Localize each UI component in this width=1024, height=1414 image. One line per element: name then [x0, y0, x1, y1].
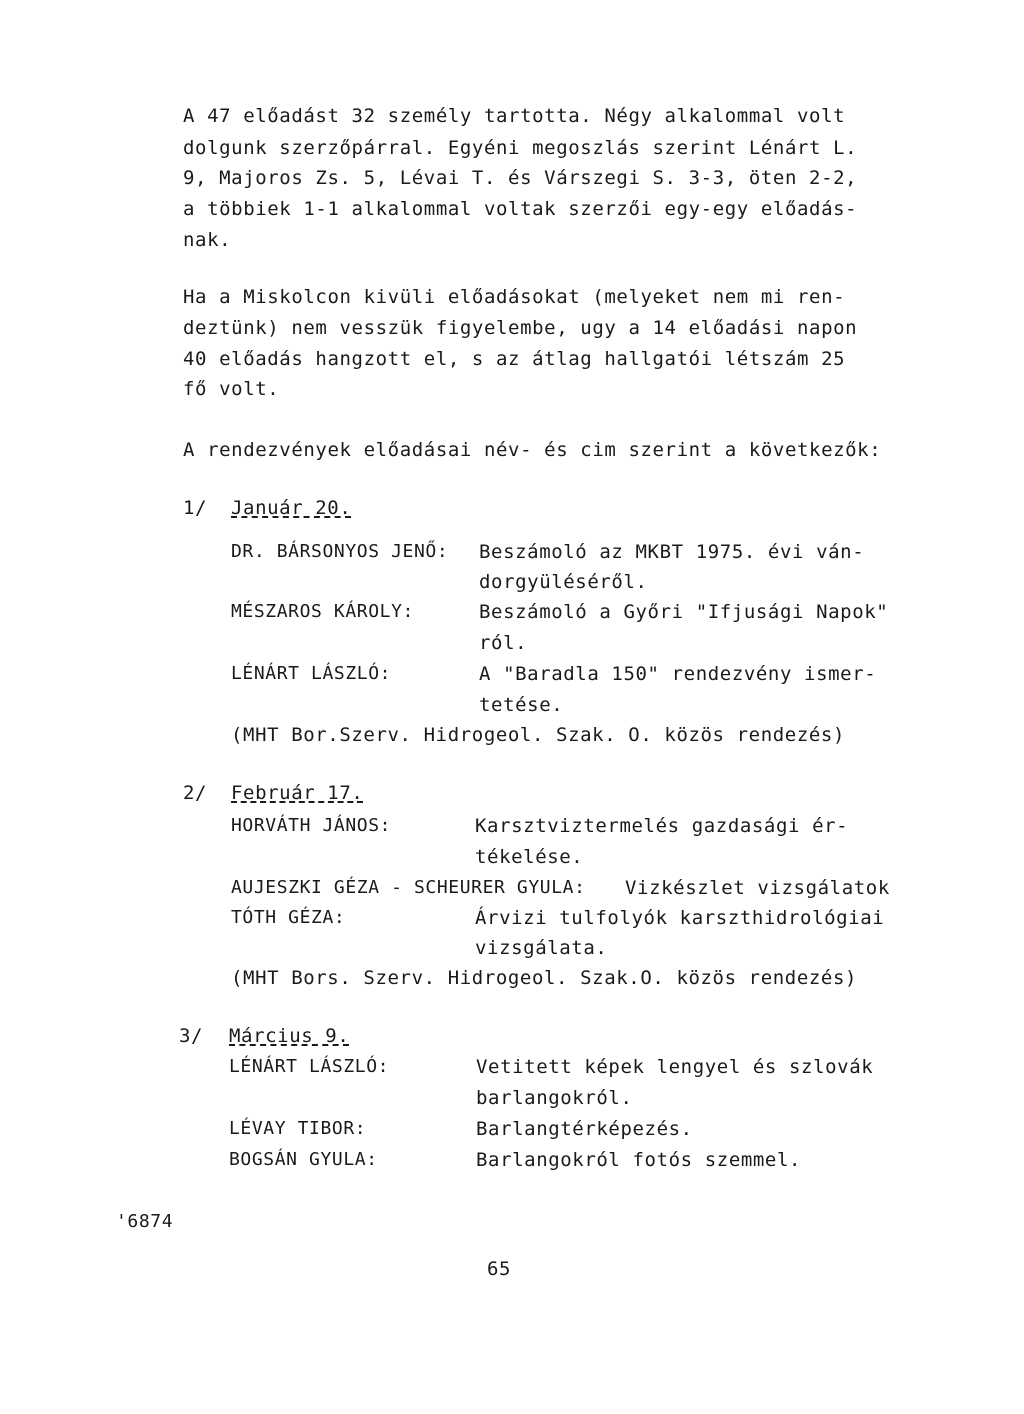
- event-1-title-2-line-2: ról.: [479, 632, 528, 654]
- event-1-title-1-line-2: dorgyüléséről.: [479, 571, 648, 593]
- event-3-speaker-2: LÉVAY TIBOR:: [229, 1118, 367, 1139]
- event-1-title-3-line-1: A "Baradla 150" rendezvény ismer-: [479, 663, 877, 685]
- event-2-title-2-line-1: Vizkészlet vizsgálatok: [625, 877, 890, 899]
- event-1-note: (MHT Bor.Szerv. Hidrogeol. Szak. O. közös rendezés): [231, 724, 845, 746]
- paragraph-2-line-4: fő volt.: [183, 378, 280, 400]
- paragraph-1-line-1: A 47 előadást 32 személy tartotta. Négy alkalommal volt: [183, 105, 846, 127]
- paragraph-1-line-5: nak.: [183, 229, 232, 251]
- paragraph-3: A rendezvények előadásai név- és cim szerint a következők:: [183, 439, 882, 461]
- event-2-speaker-2: AUJESZKI GÉZA - SCHEURER GYULA:: [231, 877, 586, 898]
- event-1-speaker-3: LÉNÁRT LÁSZLÓ:: [231, 663, 392, 684]
- event-3-date: Március 9.: [229, 1025, 350, 1047]
- event-3-title-1-line-2: barlangokról.: [476, 1087, 633, 1109]
- event-2-note: (MHT Bors. Szerv. Hidrogeol. Szak.O. közös rendezés): [231, 967, 858, 989]
- event-1-title-1-line-1: Beszámoló az MKBT 1975. évi ván-: [479, 541, 865, 563]
- event-2-date: Február 17.: [231, 782, 364, 804]
- event-3-speaker-3: BOGSÁN GYULA:: [229, 1149, 378, 1170]
- paragraph-2-line-3: 40 előadás hangzott el, s az átlag hallgatói létszám 25: [183, 348, 846, 370]
- paragraph-1-line-3: 9, Majoros Zs. 5, Lévai T. és Várszegi S. 3-3, öten 2-2,: [183, 167, 858, 189]
- event-2-title-1-line-2: tékelése.: [475, 846, 584, 868]
- event-1-title-3-line-2: tetése.: [479, 694, 564, 716]
- event-1-number: 1/: [183, 497, 208, 519]
- event-3-number: 3/: [179, 1025, 204, 1047]
- paragraph-2-line-1: Ha a Miskolcon kivüli előadásokat (melyeket nem mi ren-: [183, 286, 846, 308]
- page-number: 65: [487, 1258, 512, 1280]
- paragraph-2-line-2: deztünk) nem vesszük figyelembe, ugy a 14 előadási napon: [183, 317, 858, 339]
- margin-code: '6874: [116, 1211, 174, 1232]
- event-3-title-1-line-1: Vetitett képek lengyel és szlovák: [476, 1056, 874, 1078]
- event-3-title-3-line-1: Barlangokról fotós szemmel.: [476, 1149, 802, 1171]
- event-2-title-3-line-2: vizsgálata.: [475, 937, 608, 959]
- event-3-title-2-line-1: Barlangtérképezés.: [476, 1118, 693, 1140]
- event-1-title-2-line-1: Beszámoló a Győri "Ifjusági Napok": [479, 601, 889, 623]
- event-1-speaker-1: DR. BÁRSONYOS JENŐ:: [231, 541, 449, 562]
- paragraph-1-line-2: dolgunk szerzőpárral. Egyéni megoszlás szerint Lénárt L.: [183, 137, 858, 159]
- paragraph-1-line-4: a többiek 1-1 alkalommal voltak szerzői egy-egy előadás-: [183, 198, 858, 220]
- event-2-title-3-line-1: Árvizi tulfolyók karszthidrológiai: [475, 907, 885, 929]
- event-1-speaker-2: MÉSZAROS KÁROLY:: [231, 601, 414, 622]
- event-3-speaker-1: LÉNÁRT LÁSZLÓ:: [229, 1056, 390, 1077]
- event-2-number: 2/: [183, 782, 208, 804]
- event-2-speaker-1: HORVÁTH JÁNOS:: [231, 815, 392, 836]
- event-1-date: Január 20.: [231, 497, 352, 519]
- event-2-speaker-3: TÓTH GÉZA:: [231, 907, 346, 928]
- event-2-title-1-line-1: Karsztviztermelés gazdasági ér-: [475, 815, 849, 837]
